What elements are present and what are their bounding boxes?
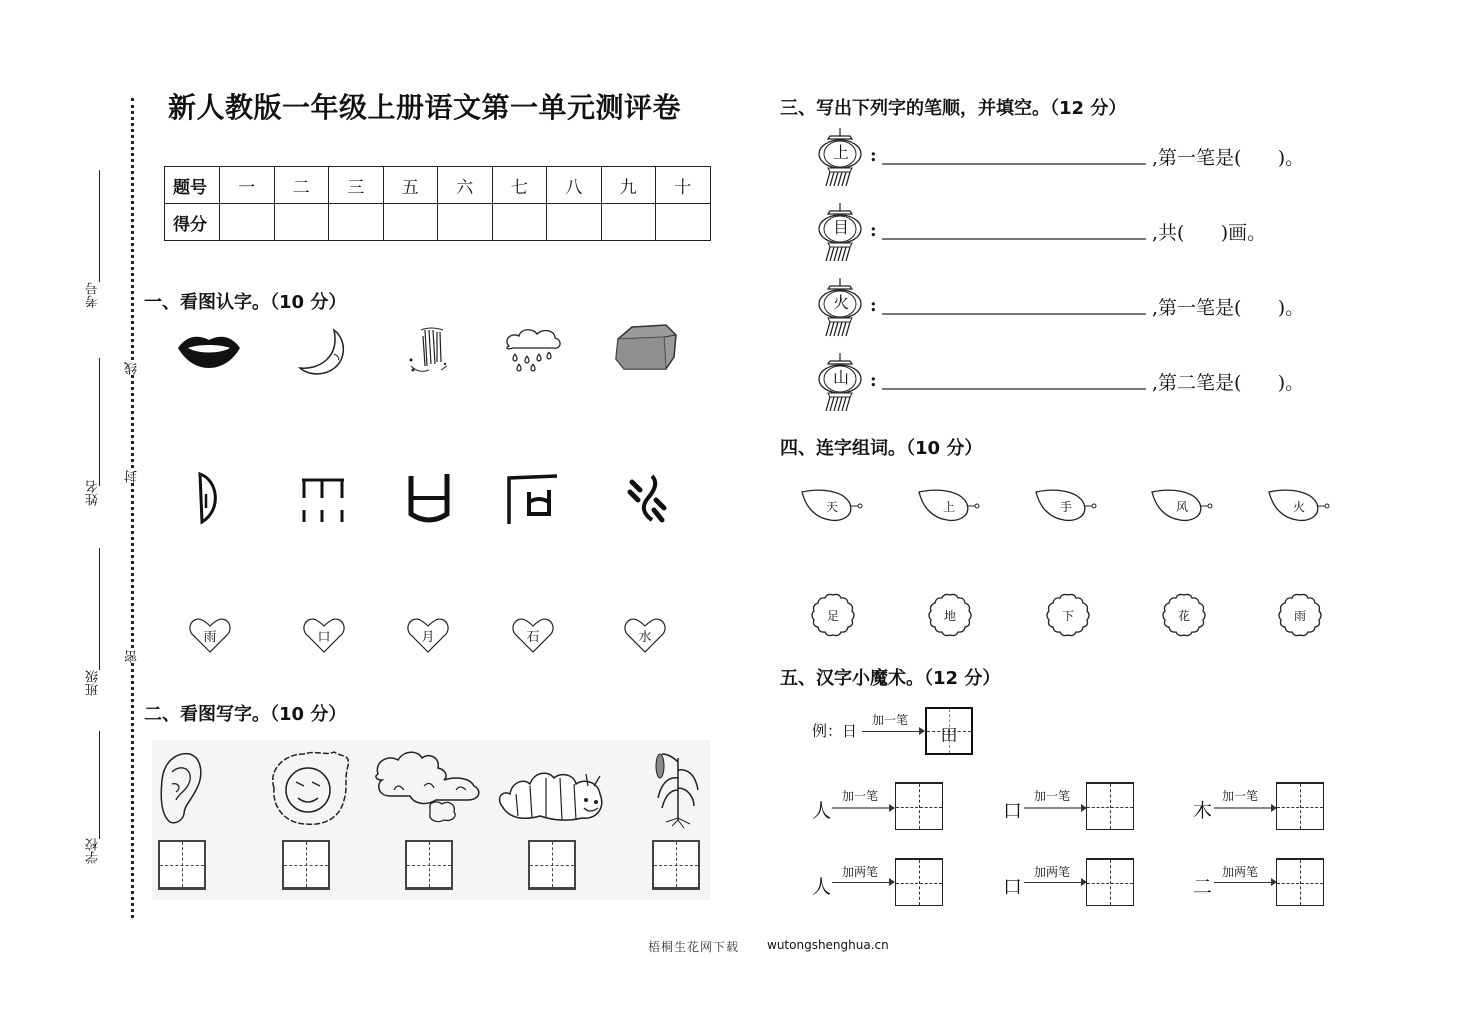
flower-char: 地: [943, 609, 956, 623]
col-header: 八: [547, 167, 602, 204]
oracle-water-glyph: [626, 474, 668, 528]
heart-char: 口: [317, 630, 331, 645]
heart-card[interactable]: [302, 616, 346, 654]
score-cell[interactable]: [492, 204, 547, 241]
magic-operation: 加两笔: [842, 865, 879, 879]
lantern-char: [814, 353, 874, 415]
magic-source-char: 口: [1003, 876, 1023, 898]
writing-grid-box[interactable]: [528, 840, 576, 890]
section1-title: 一、看图认字。（10 分）: [144, 292, 347, 313]
col-header: 二: [274, 167, 329, 204]
lantern-char: [814, 128, 874, 190]
example-op: 加一笔: [872, 713, 909, 727]
footer-source: 梧桐生花网下载: [648, 940, 740, 954]
oracle-rain-glyph: [298, 476, 348, 526]
flower-card[interactable]: [811, 593, 855, 637]
oracle-stone-glyph: [505, 472, 561, 528]
fill-blank-text: ,第一笔是( )。: [1152, 147, 1305, 169]
answer-grid-box[interactable]: [895, 858, 943, 906]
heart-card[interactable]: [511, 616, 555, 654]
magic-source-char: 口: [1003, 800, 1023, 822]
writing-grid-box[interactable]: [405, 840, 453, 890]
heart-char: 月: [421, 630, 435, 645]
magic-operation: 加一笔: [1034, 789, 1071, 803]
magic-operation: 加一笔: [842, 789, 879, 803]
col-header: 三: [329, 167, 384, 204]
binding-dotted-line: [131, 98, 134, 918]
col-header: 十: [656, 167, 711, 204]
magic-source-char: 木: [1193, 800, 1213, 822]
leaf-char: 手: [1059, 500, 1072, 514]
name-label: 姓名: [86, 480, 101, 506]
magic-operation: 加两笔: [1222, 865, 1259, 879]
rice-plant-icon: [652, 748, 704, 828]
arrow-icon: [832, 882, 894, 883]
score-cell[interactable]: [547, 204, 602, 241]
magic-source-char: 二: [1193, 876, 1213, 898]
lantern-char: [814, 278, 874, 340]
exam-number-label: 考号: [86, 282, 101, 308]
waterfall-icon: [405, 326, 451, 378]
score-cell[interactable]: [438, 204, 493, 241]
lantern-char: [814, 203, 874, 265]
col-header: 九: [601, 167, 656, 204]
score-row: [165, 204, 711, 241]
example-result-box: [925, 707, 973, 755]
score-cell[interactable]: [329, 204, 384, 241]
section3-title: 三、写出下列字的笔顺，并填空。（12 分）: [780, 98, 1127, 119]
oracle-mouth-glyph: [405, 470, 453, 526]
writing-grid-box[interactable]: [652, 840, 700, 890]
writing-grid-box[interactable]: [158, 840, 206, 890]
lantern-char-text: 山: [832, 368, 849, 387]
mouth-icon: [176, 330, 242, 370]
leaf-card[interactable]: [1150, 488, 1216, 524]
school-label: 学校: [86, 838, 101, 864]
writing-grid-box[interactable]: [282, 840, 330, 890]
seal-char-seal: 封: [125, 470, 140, 483]
score-cell[interactable]: [220, 204, 275, 241]
colon: :: [870, 370, 877, 391]
lantern-char-text: 火: [832, 293, 849, 312]
lantern-char-text: 目: [832, 218, 849, 237]
stroke-order-input[interactable]: [882, 313, 1146, 315]
score-header: 得分: [165, 204, 220, 241]
arrow-icon: [832, 807, 894, 809]
score-table: [164, 166, 711, 241]
class-field[interactable]: [99, 548, 100, 670]
leaf-card[interactable]: [917, 488, 983, 524]
score-cell[interactable]: [656, 204, 711, 241]
lantern-char-text: 上: [832, 143, 849, 162]
stroke-order-input[interactable]: [882, 163, 1146, 165]
magic-operation: 加一笔: [1222, 789, 1259, 803]
leaf-card[interactable]: [1034, 488, 1100, 524]
flower-card[interactable]: [1046, 593, 1090, 637]
heart-char: 雨: [203, 630, 217, 645]
flower-char: 花: [1177, 609, 1190, 623]
question-number-header: 题号: [165, 167, 220, 204]
ear-icon: [158, 750, 204, 826]
leaf-char: 风: [1175, 500, 1188, 514]
school-field[interactable]: [99, 731, 100, 839]
col-header: 一: [220, 167, 275, 204]
magic-source-char: 人: [812, 876, 832, 898]
oracle-moon-glyph: [196, 470, 224, 526]
stone-icon: [614, 323, 680, 373]
answer-grid-box[interactable]: [1086, 782, 1134, 830]
colon: :: [870, 220, 877, 241]
section4-title: 四、连字组词。（10 分）: [780, 438, 983, 459]
colon: :: [870, 145, 877, 166]
page-title: 新人教版一年级上册语文第一单元测评卷: [168, 91, 682, 124]
cloud-icon: [374, 750, 486, 830]
exam-number-field[interactable]: [99, 170, 100, 282]
score-cell[interactable]: [383, 204, 438, 241]
seal-char-line: 线: [125, 362, 140, 375]
leaf-card[interactable]: [1267, 488, 1333, 524]
section2-title: 二、看图写字。（10 分）: [144, 704, 347, 725]
flower-char: 足: [826, 609, 839, 623]
fill-blank-text: ,第二笔是( )。: [1152, 372, 1305, 394]
answer-grid-box[interactable]: [1276, 858, 1324, 906]
heart-char: 水: [638, 630, 652, 645]
fill-blank-text: ,第一笔是( )。: [1152, 297, 1305, 319]
stroke-order-input[interactable]: [882, 238, 1146, 240]
heart-card[interactable]: [623, 616, 667, 654]
footer-url[interactable]: wutongshenghua.cn: [767, 938, 889, 952]
leaf-card[interactable]: [800, 488, 866, 524]
flower-card[interactable]: [928, 593, 972, 637]
colon: :: [870, 295, 877, 316]
answer-grid-box[interactable]: [895, 782, 943, 830]
answer-grid-box[interactable]: [1086, 858, 1134, 906]
fill-blank-text: ,共( )画。: [1152, 222, 1267, 244]
class-label: 班级: [86, 670, 101, 696]
example-result: 田: [940, 726, 958, 746]
sun-icon: [264, 748, 352, 828]
example-prefix: 例：日: [812, 722, 858, 740]
flower-card[interactable]: [1162, 593, 1206, 637]
arrow-icon: [1214, 807, 1276, 809]
moon-icon: [298, 328, 350, 378]
leaf-char: 火: [1292, 500, 1305, 514]
col-header: 六: [438, 167, 493, 204]
name-field[interactable]: [99, 358, 100, 486]
arrow-icon: [1024, 882, 1086, 883]
leaf-char: 上: [942, 500, 955, 514]
col-header: 七: [492, 167, 547, 204]
leaf-char: 天: [825, 500, 838, 514]
seal-char-secret: 密: [125, 650, 140, 663]
rain-cloud-icon: [503, 326, 563, 376]
stroke-order-input[interactable]: [882, 388, 1146, 390]
arrow-icon: [862, 731, 924, 732]
magic-source-char: 人: [812, 800, 832, 822]
flower-char: 雨: [1293, 609, 1306, 623]
caterpillar-icon: [496, 764, 608, 826]
heart-card[interactable]: [406, 616, 450, 654]
answer-grid-box[interactable]: [1276, 782, 1324, 830]
heart-char: 石: [526, 630, 540, 645]
flower-char: 下: [1061, 609, 1074, 623]
section5-title: 五、汉字小魔术。（12 分）: [780, 668, 1001, 689]
flower-card[interactable]: [1278, 593, 1322, 637]
score-cell[interactable]: [601, 204, 656, 241]
heart-card[interactable]: [188, 616, 232, 654]
arrow-icon: [1214, 882, 1276, 883]
arrow-icon: [1024, 807, 1086, 809]
col-header: 五: [383, 167, 438, 204]
score-cell[interactable]: [274, 204, 329, 241]
magic-operation: 加两笔: [1034, 865, 1071, 879]
question-number-row: [165, 167, 711, 204]
